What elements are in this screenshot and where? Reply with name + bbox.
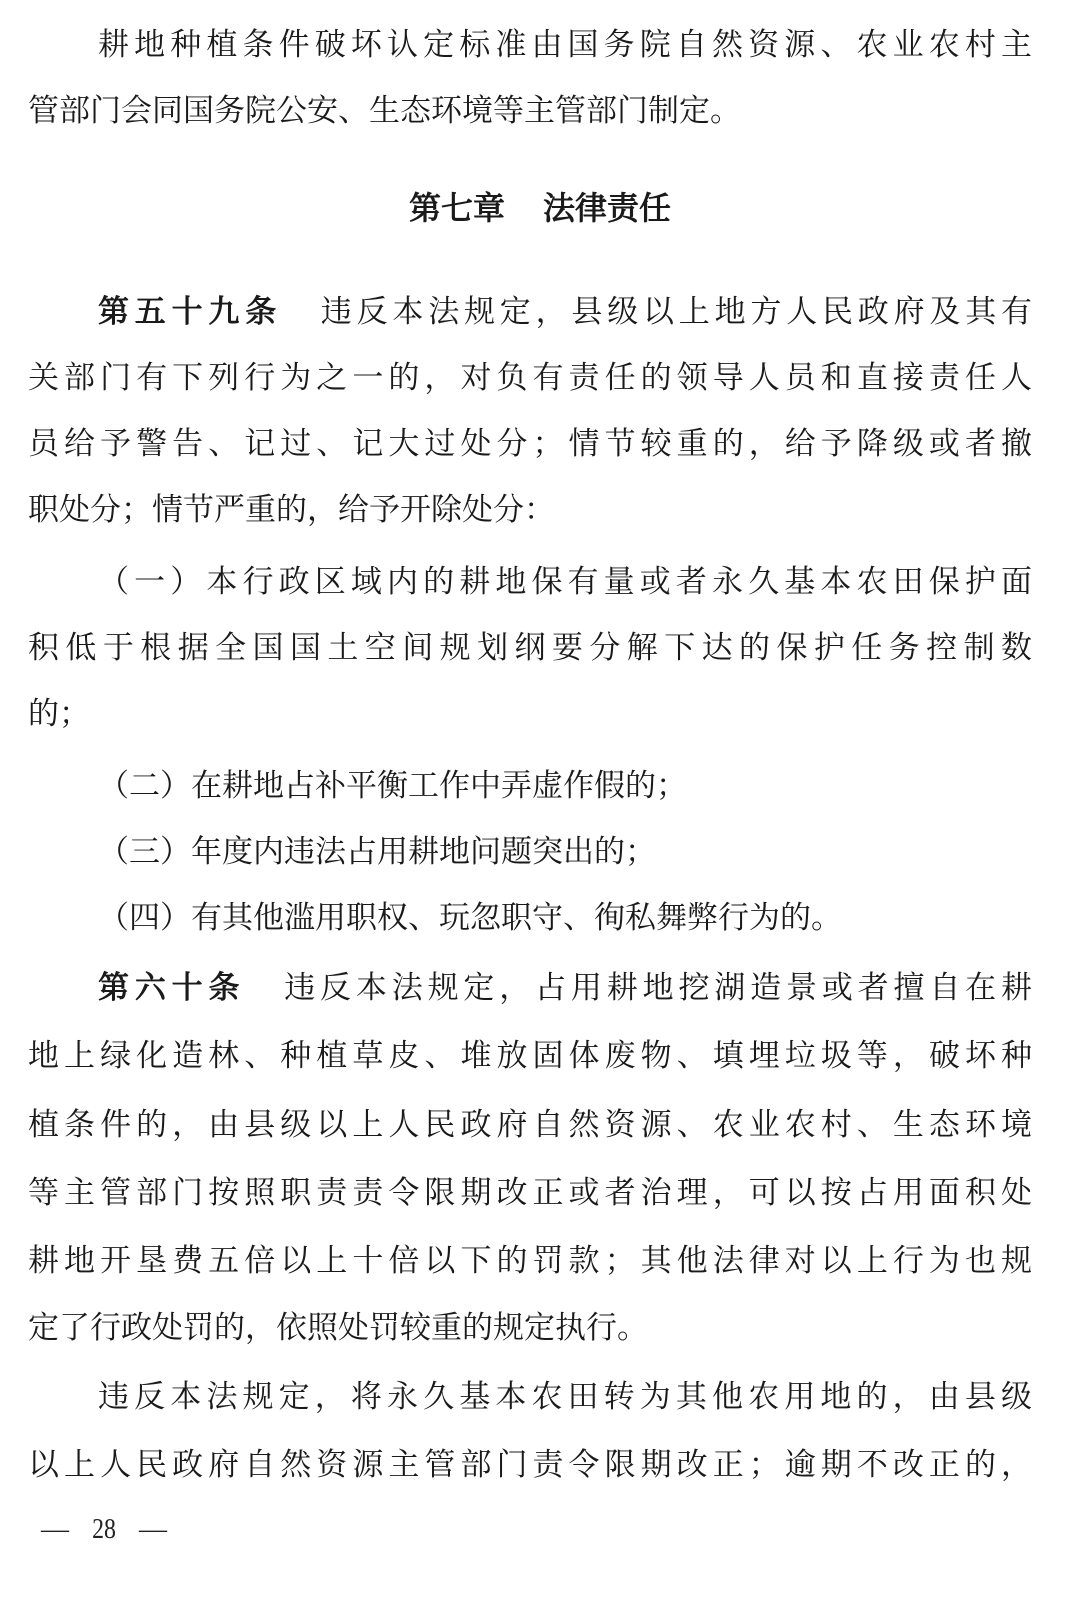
article-60-text-1: 违反本法规定，占用耕地挖湖造景或者擅自在耕 (279, 970, 1033, 1006)
article-60-line-5: 耕地开垦费五倍以上十倍以下的罚款；其他法律对以上行为也规 (28, 1243, 1032, 1279)
footer-dash-right: — (139, 1514, 167, 1545)
article-59-item-4: （四）有其他滥用职权、玩忽职守、徇私舞弊行为的。 (98, 900, 842, 936)
article-59-item-1-line-1: （一）本行政区域内的耕地保有量或者永久基本农田保护面 (98, 564, 1032, 600)
continuation-line-2: 管部门会同国务院公安、生态环境等主管部门制定。 (28, 93, 741, 129)
article-60-para2-line-2: 以上人民政府自然资源主管部门责令限期改正；逾期不改正的， (28, 1447, 1032, 1483)
article-60-line-1 (98, 963, 1032, 1013)
article-59-item-1-line-3: 的； (28, 696, 90, 732)
article-59-line-4: 职处分；情节严重的，给予开除处分： (28, 492, 555, 528)
article-60-para2-line-1: 违反本法规定，将永久基本农田转为其他农用地的，由县级 (98, 1379, 1032, 1415)
article-59-line-3: 员给予警告、记过、记大过处分；情节较重的，给予降级或者撤 (28, 426, 1032, 462)
article-60-line-3: 植条件的，由县级以上人民政府自然资源、农业农村、生态环境 (28, 1107, 1032, 1143)
chapter-title: 法律责任 (543, 189, 672, 227)
article-59-label: 第五十九条 (98, 294, 282, 330)
article-59-line-1 (98, 287, 1032, 337)
chapter-heading (0, 183, 1080, 233)
page-number: 28 (92, 1514, 116, 1545)
article-60-line-4: 等主管部门按照职责责令限期改正或者治理，可以按占用面积处 (28, 1175, 1032, 1211)
article-59-item-2: （二）在耕地占补平衡工作中弄虚作假的； (98, 768, 687, 804)
article-60-line-6: 定了行政处罚的，依照处罚较重的规定执行。 (28, 1310, 648, 1346)
article-60-line-2: 地上绿化造林、种植草皮、堆放固体废物、填埋垃圾等，破坏种 (28, 1038, 1032, 1074)
article-60-label: 第六十条 (98, 970, 246, 1006)
article-59-item-3: （三）年度内违法占用耕地问题突出的； (98, 834, 656, 870)
article-59-line-2: 关部门有下列行为之一的，对负有责任的领导人员和直接责任人 (28, 360, 1032, 396)
footer-dash-left: — (41, 1514, 69, 1545)
page-footer (38, 1510, 170, 1550)
continuation-line-1: 耕地种植条件破坏认定标准由国务院自然资源、农业农村主 (98, 27, 1032, 63)
article-59-item-1-line-2: 积低于根据全国国土空间规划纲要分解下达的保护任务控制数 (28, 630, 1032, 666)
chapter-number: 第七章 (408, 189, 505, 227)
article-59-text-1: 违反本法规定，县级以上地方人民政府及其有 (316, 294, 1032, 330)
